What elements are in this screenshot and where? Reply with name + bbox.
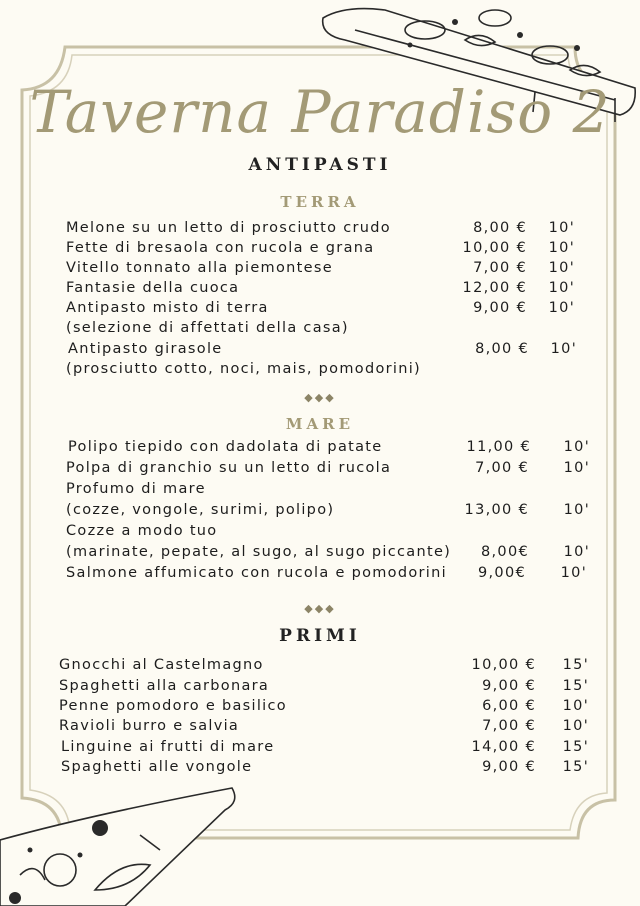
dish-price: 9,00 € — [482, 678, 536, 694]
dish-price: 9,00 € — [482, 759, 536, 775]
dish-price: 14,00 € — [471, 739, 536, 755]
dish-name: Ravioli burro e salvia — [59, 718, 240, 734]
dish-name: Linguine ai frutti di mare — [61, 739, 275, 755]
dish-name: Penne pomodoro e basilico — [59, 698, 287, 714]
prep-time: 10' — [548, 280, 575, 296]
dish-price: 10,00 € — [471, 657, 536, 673]
dish-name: Cozze a modo tuo — [66, 523, 218, 539]
prep-time: 15' — [562, 739, 589, 755]
prep-time: 10' — [560, 565, 587, 581]
dish-name: Spaghetti alle vongole — [61, 759, 253, 775]
dish-price: 12,00 € — [462, 280, 527, 296]
dish-price: 9,00€ — [477, 565, 526, 581]
dish-description: (prosciutto cotto, noci, mais, pomodorini) — [66, 361, 421, 377]
dish-name: Melone su un letto di prosciutto crudo — [66, 220, 391, 236]
restaurant-title: Taverna Paradiso 2 — [29, 78, 611, 146]
dish-price: 8,00 € — [475, 341, 529, 357]
subsection-heading-terra: TERRA — [280, 193, 360, 211]
section-divider: ◆◆◆ — [304, 391, 336, 404]
prep-time: 15' — [562, 759, 589, 775]
prep-time: 10' — [563, 544, 590, 560]
section-heading-antipasti: ANTIPASTI — [248, 155, 392, 175]
dish-name: Antipasto misto di terra — [66, 300, 269, 316]
dish-description: (marinate, pepate, al sugo, al sugo piccante) — [66, 544, 452, 560]
dish-price: 8,00€ — [480, 544, 529, 560]
dish-name: Profumo di mare — [66, 481, 206, 497]
section-heading-primi: PRIMI — [279, 626, 361, 646]
dish-name: Fette di bresaola con rucola e grana — [66, 240, 375, 256]
dish-description: (cozze, vongole, surimi, polipo) — [66, 502, 335, 518]
prep-time: 10' — [548, 240, 575, 256]
dish-name: Salmone affumicato con rucola e pomodorini — [66, 565, 447, 581]
dish-name: Gnocchi al Castelmagno — [59, 657, 264, 673]
dish-price: 8,00 € — [473, 220, 527, 236]
dish-name: Spaghetti alla carbonara — [59, 678, 270, 694]
dish-name: Polpa di granchio su un letto di rucola — [66, 460, 392, 476]
dish-price: 13,00 € — [464, 502, 529, 518]
dish-name: Fantasie della cuoca — [66, 280, 240, 296]
pizza-slice-illustration-bottom — [0, 780, 245, 906]
dish-price: 7,00 € — [475, 460, 529, 476]
prep-time: 10' — [562, 718, 589, 734]
section-divider: ◆◆◆ — [304, 602, 336, 615]
dish-description: (selezione di affettati della casa) — [66, 320, 349, 336]
subsection-heading-mare: MARE — [285, 415, 355, 433]
dish-price: 7,00 € — [482, 718, 536, 734]
prep-time: 10' — [548, 300, 575, 316]
prep-time: 10' — [550, 341, 577, 357]
prep-time: 15' — [562, 678, 589, 694]
dish-name: Vitello tonnato alla piemontese — [66, 260, 333, 276]
prep-time: 10' — [562, 698, 589, 714]
prep-time: 10' — [563, 460, 590, 476]
dish-price: 10,00 € — [462, 240, 527, 256]
dish-name: Polipo tiepido con dadolata di patate — [68, 439, 383, 455]
dish-price: 11,00 € — [466, 439, 531, 455]
dish-price: 9,00 € — [473, 300, 527, 316]
dish-price: 7,00 € — [473, 260, 527, 276]
prep-time: 10' — [563, 439, 590, 455]
prep-time: 15' — [562, 657, 589, 673]
prep-time: 10' — [548, 220, 575, 236]
dish-price: 6,00 € — [482, 698, 536, 714]
prep-time: 10' — [548, 260, 575, 276]
prep-time: 10' — [563, 502, 590, 518]
dish-name: Antipasto girasole — [68, 341, 223, 357]
